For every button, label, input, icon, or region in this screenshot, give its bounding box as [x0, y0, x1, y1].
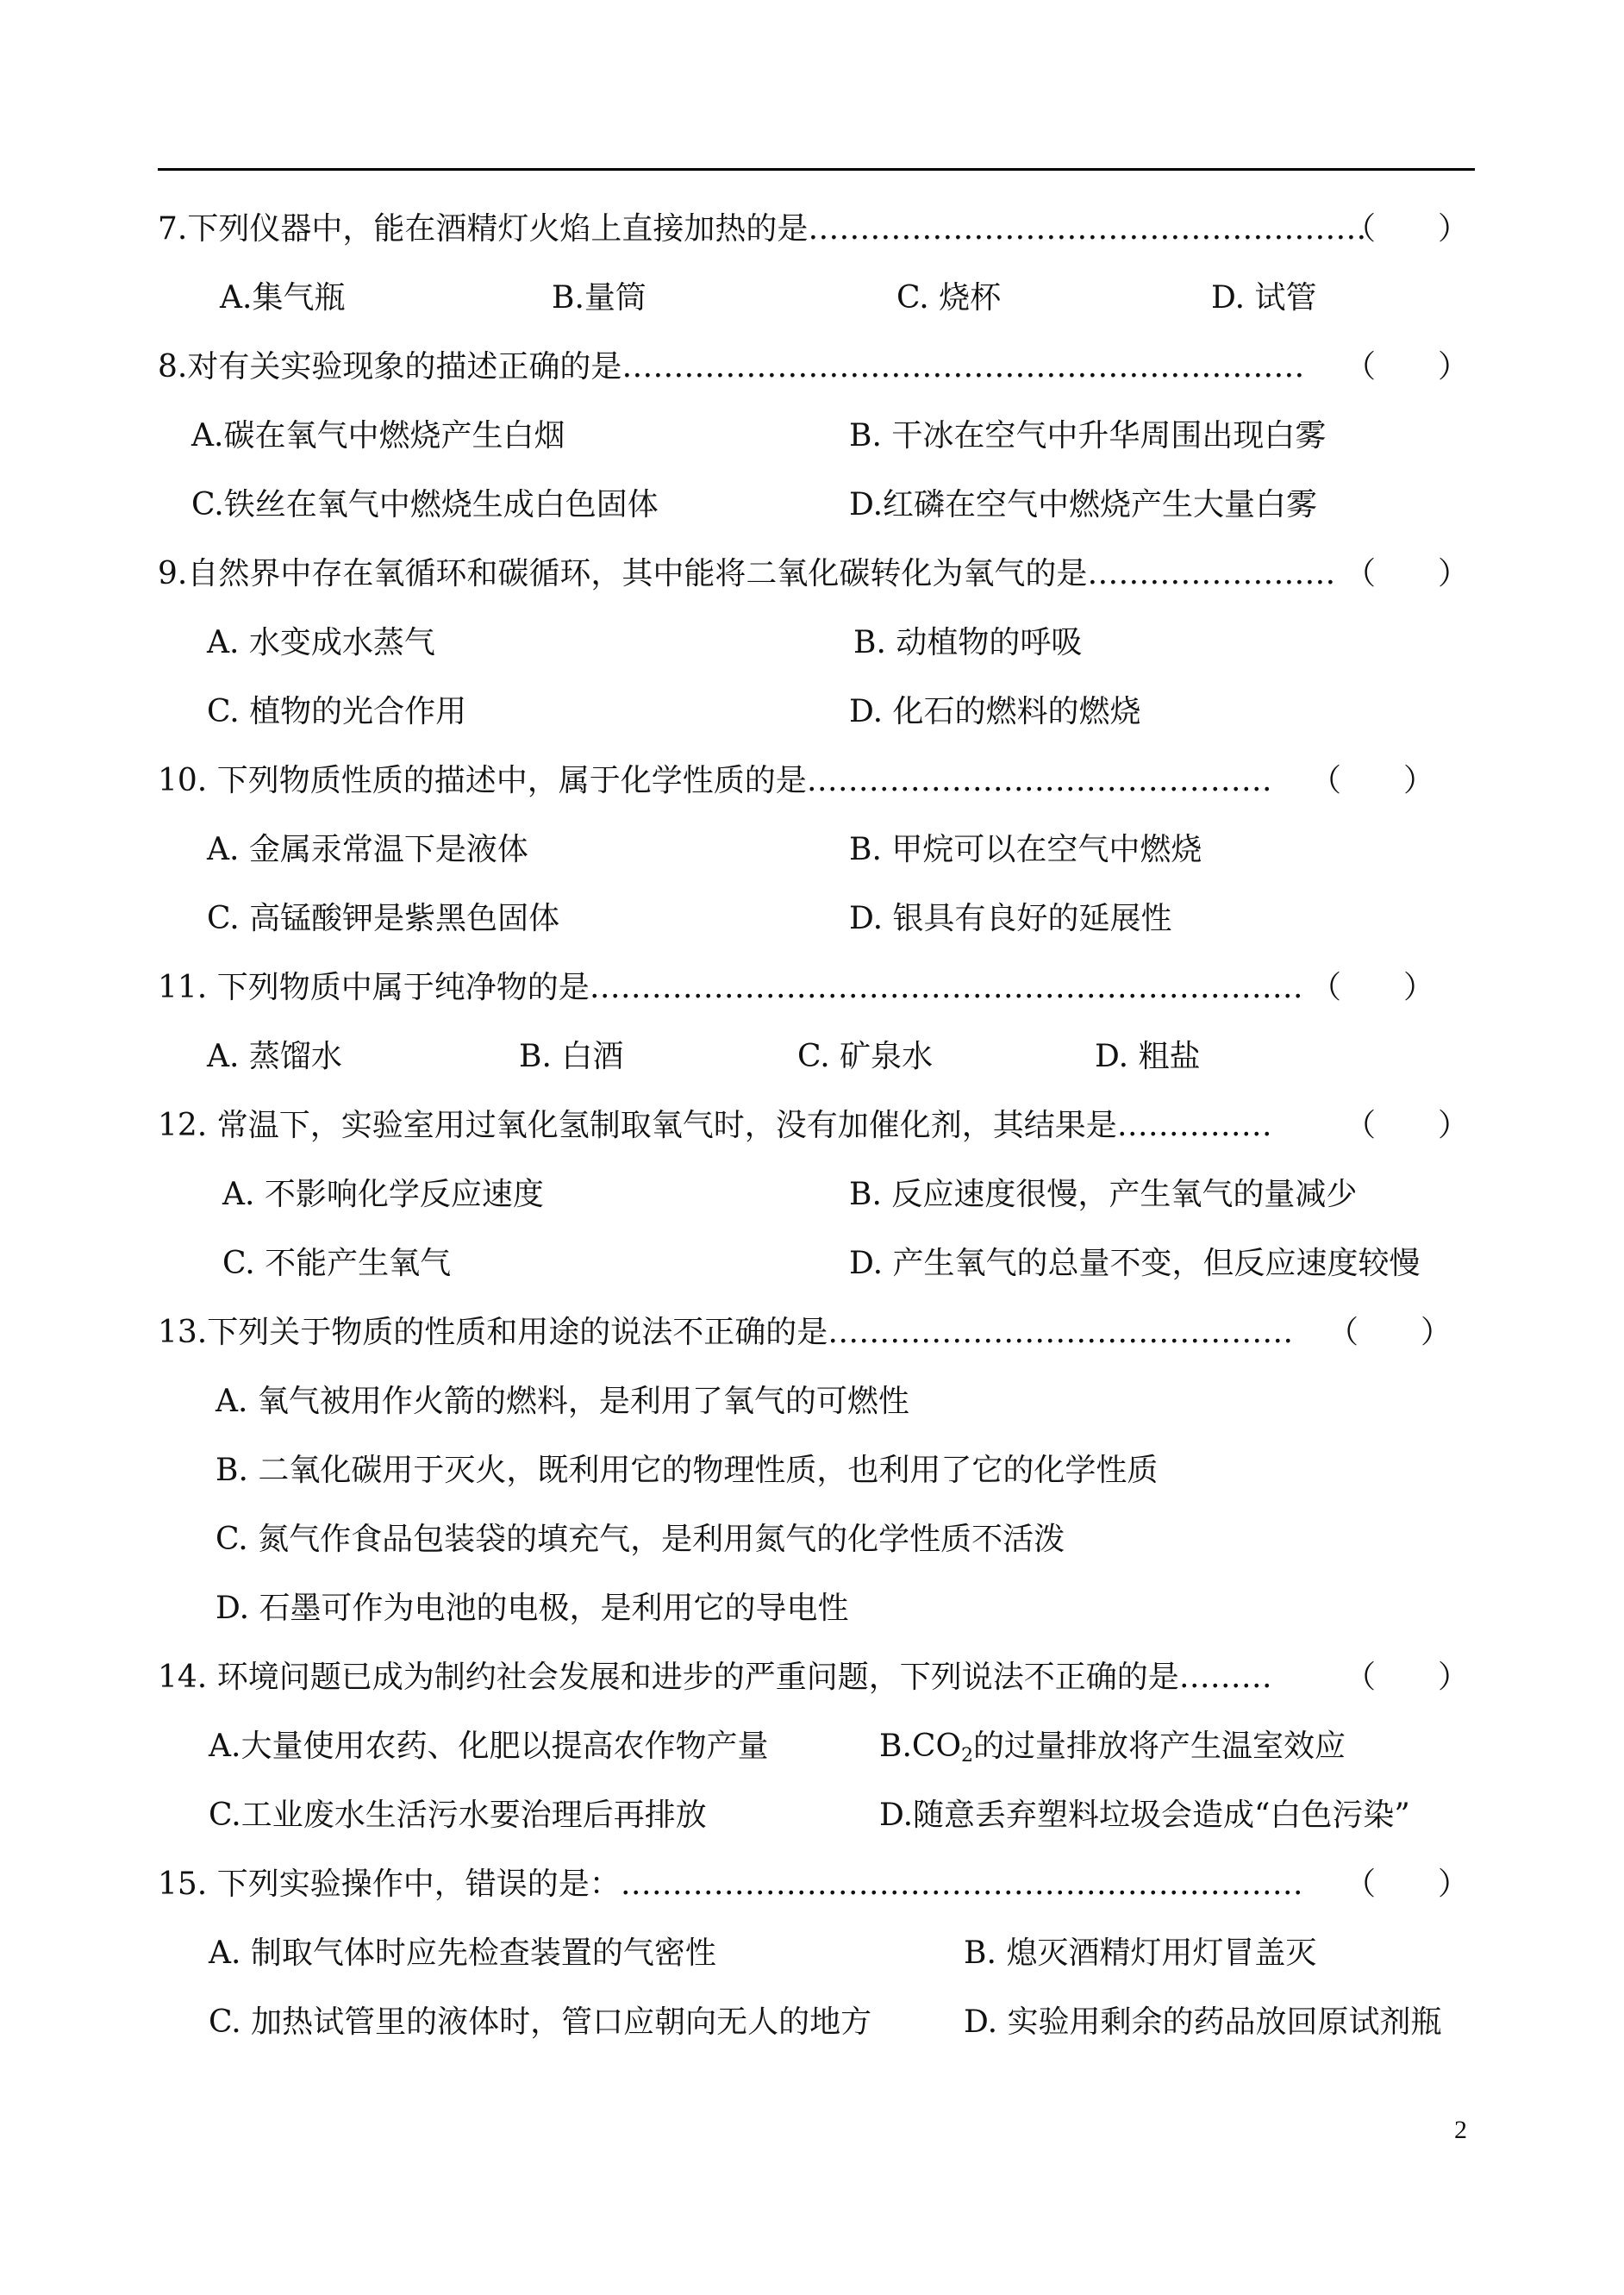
q10-option-a: A. 金属汞常温下是液体 [207, 832, 528, 867]
q8-option-b: B. 干冰在空气中升华周围出现白雾 [849, 418, 1327, 453]
question-14-answer-blank: （ ） [1345, 1660, 1470, 1695]
q11-option-d: D. 粗盐 [1095, 1039, 1201, 1074]
q10-option-b: B. 甲烷可以在空气中燃烧 [849, 832, 1202, 867]
q12-option-b: B. 反应速度很慢，产生氧气的量减少 [849, 1177, 1358, 1212]
q11-option-a: A. 蒸馏水 [207, 1039, 342, 1074]
q14-option-b [879, 1729, 1346, 1773]
question-12-stem: 12. 常温下，实验室用过氧化氢制取氧气时，没有加催化剂，其结果是…………… [158, 1108, 1272, 1143]
page-number: 2 [1454, 2116, 1467, 2144]
q15-option-c: C. 加热试管里的液体时，管口应朝向无人的地方 [209, 2004, 872, 2040]
q9-option-d: D. 化石的燃料的燃烧 [849, 694, 1141, 729]
q9-option-c: C. 植物的光合作用 [207, 694, 467, 729]
q15-option-d: D. 实验用剩余的药品放回原试剂瓶 [964, 2004, 1442, 2040]
question-7-stem: 7.下列仪器中，能在酒精灯火焰上直接加热的是……………………………………………… [158, 211, 1367, 247]
q13-option-c: C. 氮气作食品包装袋的填充气，是利用氮气的化学性质不活泼 [215, 1522, 1065, 1557]
q9-option-a: A. 水变成水蒸气 [207, 625, 435, 660]
question-15-stem: 15. 下列实验操作中，错误的是：………………………………………………………… [158, 1867, 1303, 1902]
q14-option-b-subscript: 2 [960, 1745, 973, 1767]
q7-option-a: A.集气瓶 [220, 280, 346, 316]
q13-option-a: A. 氧气被用作火箭的燃料，是利用了氧气的可燃性 [215, 1384, 909, 1419]
q12-option-a: A. 不影响化学反应速度 [222, 1177, 544, 1212]
q14-option-a: A.大量使用农药、化肥以提高农作物产量 [209, 1729, 769, 1764]
q8-option-d: D.红磷在空气中燃烧产生大量白雾 [849, 487, 1318, 522]
question-12-answer-blank: （ ） [1345, 1108, 1470, 1143]
q7-option-d: D. 试管 [1211, 280, 1317, 316]
q7-option-c: C. 烧杯 [896, 280, 1002, 316]
header-rule [158, 168, 1475, 171]
question-8-answer-blank: （ ） [1345, 349, 1470, 385]
question-15-answer-blank: （ ） [1345, 1867, 1470, 1902]
question-8-stem: 8.对有关实验现象的描述正确的是………………………………………………………… [158, 349, 1305, 385]
q15-option-a: A. 制取气体时应先检查装置的气密性 [209, 1935, 716, 1971]
question-10-stem: 10. 下列物质性质的描述中，属于化学性质的是……………………………………… [158, 763, 1272, 798]
q8-option-a: A.碳在氧气中燃烧产生白烟 [191, 418, 565, 453]
q13-option-b: B. 二氧化碳用于灭火，既利用它的物理性质，也利用了它的化学性质 [215, 1453, 1159, 1488]
q7-option-b: B.量筒 [552, 280, 646, 316]
question-7-answer-blank: （ ） [1345, 211, 1470, 247]
question-13-answer-blank: （ ） [1327, 1315, 1452, 1350]
q12-option-d: D. 产生氧气的总量不变，但反应速度较慢 [849, 1246, 1421, 1281]
q11-option-b: B. 白酒 [519, 1039, 624, 1074]
q9-option-b: B. 动植物的呼吸 [853, 625, 1083, 660]
q13-option-d: D. 石墨可作为电池的电极，是利用它的导电性 [215, 1591, 849, 1626]
question-13-stem: 13.下列关于物质的性质和用途的说法不正确的是……………………………………… [158, 1315, 1294, 1350]
q14-option-b-text: 的过量排放将产生温室效应 [972, 1729, 1346, 1764]
q11-option-c: C. 矿泉水 [797, 1039, 934, 1074]
q10-option-c: C. 高锰酸钾是紫黑色固体 [207, 901, 560, 936]
q12-option-c: C. 不能产生氧气 [222, 1246, 452, 1281]
question-11-stem: 11. 下列物质中属于纯净物的是…………………………………………………………… [158, 970, 1303, 1005]
q10-option-d: D. 银具有良好的延展性 [849, 901, 1172, 936]
question-10-answer-blank: （ ） [1310, 763, 1435, 798]
q14-option-b-formula: B.CO [879, 1729, 961, 1764]
q15-option-b: B. 熄灭酒精灯用灯冒盖灭 [964, 1935, 1317, 1971]
q14-option-d: D.随意丢弃塑料垃圾会造成“白色污染” [879, 1798, 1410, 1833]
q14-option-c: C.工业废水生活污水要治理后再排放 [209, 1798, 707, 1833]
question-14-stem: 14. 环境问题已成为制约社会发展和进步的严重问题，下列说法不正确的是……… [158, 1660, 1272, 1695]
q8-option-c: C.铁丝在氧气中燃烧生成白色固体 [191, 487, 659, 522]
question-9-answer-blank: （ ） [1345, 556, 1470, 591]
question-11-answer-blank: （ ） [1310, 970, 1435, 1005]
question-9-stem: 9.自然界中存在氧循环和碳循环，其中能将二氧化碳转化为氧气的是…………………… [158, 556, 1336, 591]
